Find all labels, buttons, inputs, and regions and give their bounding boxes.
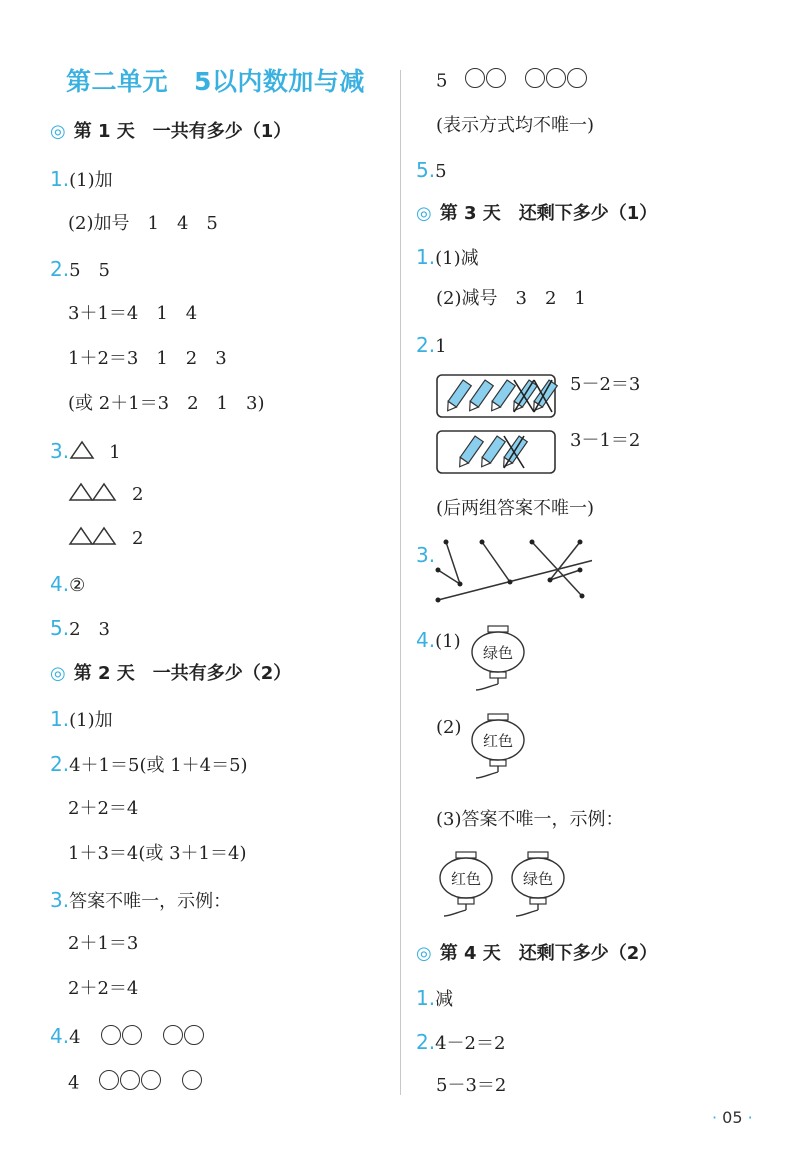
answer-row <box>68 482 143 507</box>
question-number: 3. <box>50 439 70 463</box>
answer-row <box>50 439 121 465</box>
answer-text: 4－2＝2 <box>435 1033 506 1054</box>
answer-text: 2＋2＝4 <box>68 798 139 819</box>
day4-heading <box>416 942 657 966</box>
page-number-text: 05 <box>722 1108 743 1127</box>
lantern-icon <box>468 712 528 784</box>
question-number: 1. <box>50 707 70 731</box>
answer-row <box>436 808 624 832</box>
answer-row <box>416 333 447 359</box>
answer-row <box>68 842 246 866</box>
answer-text: 1 <box>109 442 121 463</box>
column-divider <box>400 70 401 1095</box>
answer-text: 4 <box>68 1072 80 1094</box>
answer-text: (2)加号 1 4 5 <box>68 213 218 234</box>
day-label: 第 4 天 <box>439 943 501 964</box>
lantern-icon <box>508 850 568 922</box>
unit-topic: 5以内数加与减 <box>194 67 365 96</box>
circles-group <box>99 1070 162 1097</box>
answer-text: 2 3 <box>69 619 110 640</box>
answer-text: (2)减号 3 2 1 <box>436 288 586 309</box>
answer-row <box>416 158 447 184</box>
answer-text: 减 <box>435 989 454 1010</box>
answer-row <box>68 212 218 236</box>
answer-row <box>68 302 197 326</box>
unit-title <box>66 62 365 98</box>
circles-group <box>525 68 588 95</box>
answer-text: 1＋2＝3 1 2 3 <box>68 348 227 369</box>
day-topic: 一共有多少（2） <box>152 663 292 684</box>
question-number: 4. <box>50 572 70 596</box>
question-number: 4. <box>50 1024 70 1048</box>
question-number: 5. <box>416 158 436 182</box>
matching-lines-diagram <box>432 536 592 606</box>
answer-row <box>50 572 85 598</box>
answer-text: (1)加 <box>69 710 113 731</box>
answer-text: (1)加 <box>69 170 113 191</box>
triangles-icon <box>68 526 118 546</box>
answer-row <box>436 68 588 95</box>
day-label: 第 2 天 <box>73 663 135 684</box>
lantern-label: 绿色 <box>482 644 514 662</box>
bullseye-icon: ◎ <box>50 121 66 142</box>
answer-row <box>68 526 143 551</box>
day-topic: 还剩下多少（1） <box>518 203 658 224</box>
lantern-icon <box>436 850 496 922</box>
answer-text: (后两组答案不唯一) <box>436 498 595 519</box>
answer-row <box>436 497 594 521</box>
question-number: 2. <box>50 257 70 281</box>
answer-row <box>68 797 138 821</box>
answer-row <box>50 167 113 193</box>
bullseye-icon: ◎ <box>416 203 432 224</box>
answer-text: 2 <box>132 484 144 505</box>
pencils-group-three <box>436 430 558 476</box>
question-number: 3. <box>50 888 70 912</box>
question-number: 1. <box>50 167 70 191</box>
unit-label: 第二单元 <box>66 67 169 96</box>
answer-row <box>68 977 138 1001</box>
lantern-label: 红色 <box>482 732 514 750</box>
question-number: 4. <box>416 628 436 652</box>
day1-heading <box>50 120 291 144</box>
answer-row <box>416 986 453 1012</box>
answer-row <box>416 1030 505 1056</box>
answer-row <box>50 888 231 914</box>
answer-text: 5 <box>435 161 447 182</box>
answer-text: (2) <box>436 717 462 738</box>
circles-group <box>163 1025 205 1052</box>
answer-row <box>416 245 479 271</box>
answer-row <box>50 1024 205 1052</box>
question-number: 3. <box>416 543 436 567</box>
answer-text: 4 <box>69 1027 81 1048</box>
answer-row <box>50 616 110 642</box>
answer-text: (表示方式均不唯一) <box>436 115 595 136</box>
answer-row <box>570 429 640 453</box>
pencils-group-five <box>436 374 558 420</box>
day-label: 第 1 天 <box>73 121 135 142</box>
triangles-icon <box>68 482 118 502</box>
answer-text: ② <box>69 575 86 596</box>
answer-text: 5－3＝2 <box>436 1075 507 1096</box>
bullseye-icon: ◎ <box>50 663 66 684</box>
answer-row <box>68 1070 203 1097</box>
answer-row <box>50 707 113 733</box>
circles-group <box>465 68 507 95</box>
answer-row <box>436 287 586 311</box>
answer-text: 5 <box>436 70 448 92</box>
answer-row <box>416 628 461 654</box>
day3-heading <box>416 202 657 226</box>
lantern-icon <box>468 624 528 696</box>
answer-text: 2＋2＝4 <box>68 978 139 999</box>
answer-text: 3＋1＝4 1 4 <box>68 303 198 324</box>
answer-row <box>436 716 462 740</box>
answer-row <box>436 1074 506 1098</box>
answer-text: 4＋1＝5(或 1＋4＝5) <box>69 755 248 776</box>
day-label: 第 3 天 <box>439 203 501 224</box>
answer-text: (或 2＋1＝3 2 1 3) <box>68 393 265 414</box>
answer-row <box>50 752 248 778</box>
page-number: · 05 · <box>712 1108 753 1127</box>
answer-text: 1 <box>435 336 447 357</box>
answer-text: 2＋1＝3 <box>68 933 139 954</box>
answer-row <box>50 257 110 283</box>
answer-row <box>68 392 264 416</box>
answer-row <box>570 373 640 397</box>
question-number: 5. <box>50 616 70 640</box>
circles-group <box>101 1025 143 1052</box>
lantern-label: 绿色 <box>522 870 554 888</box>
day-topic: 一共有多少（1） <box>152 121 292 142</box>
question-number: 2. <box>50 752 70 776</box>
day-topic: 还剩下多少（2） <box>518 943 658 964</box>
question-number: 2. <box>416 1030 436 1054</box>
answer-text: (1) <box>435 631 461 652</box>
answer-text: 5 5 <box>69 260 110 281</box>
answer-text: 1＋3＝4(或 3＋1＝4) <box>68 843 247 864</box>
answer-text: 2 <box>132 528 144 549</box>
triangle-icon <box>69 440 95 460</box>
answer-row <box>436 114 594 138</box>
question-number: 1. <box>416 986 436 1010</box>
question-number: 1. <box>416 245 436 269</box>
equation: 5－2＝3 <box>570 374 641 395</box>
answer-row <box>68 932 138 956</box>
equation: 3－1＝2 <box>570 430 641 451</box>
circles-group <box>182 1070 203 1097</box>
answer-text: (1)减 <box>435 248 479 269</box>
answer-text: 答案不唯一，示例： <box>69 891 232 912</box>
answer-text: (3)答案不唯一，示例： <box>436 809 624 830</box>
day2-heading <box>50 662 291 686</box>
question-number: 2. <box>416 333 436 357</box>
lantern-label: 红色 <box>450 870 482 888</box>
bullseye-icon: ◎ <box>416 943 432 964</box>
answer-row <box>68 347 227 371</box>
